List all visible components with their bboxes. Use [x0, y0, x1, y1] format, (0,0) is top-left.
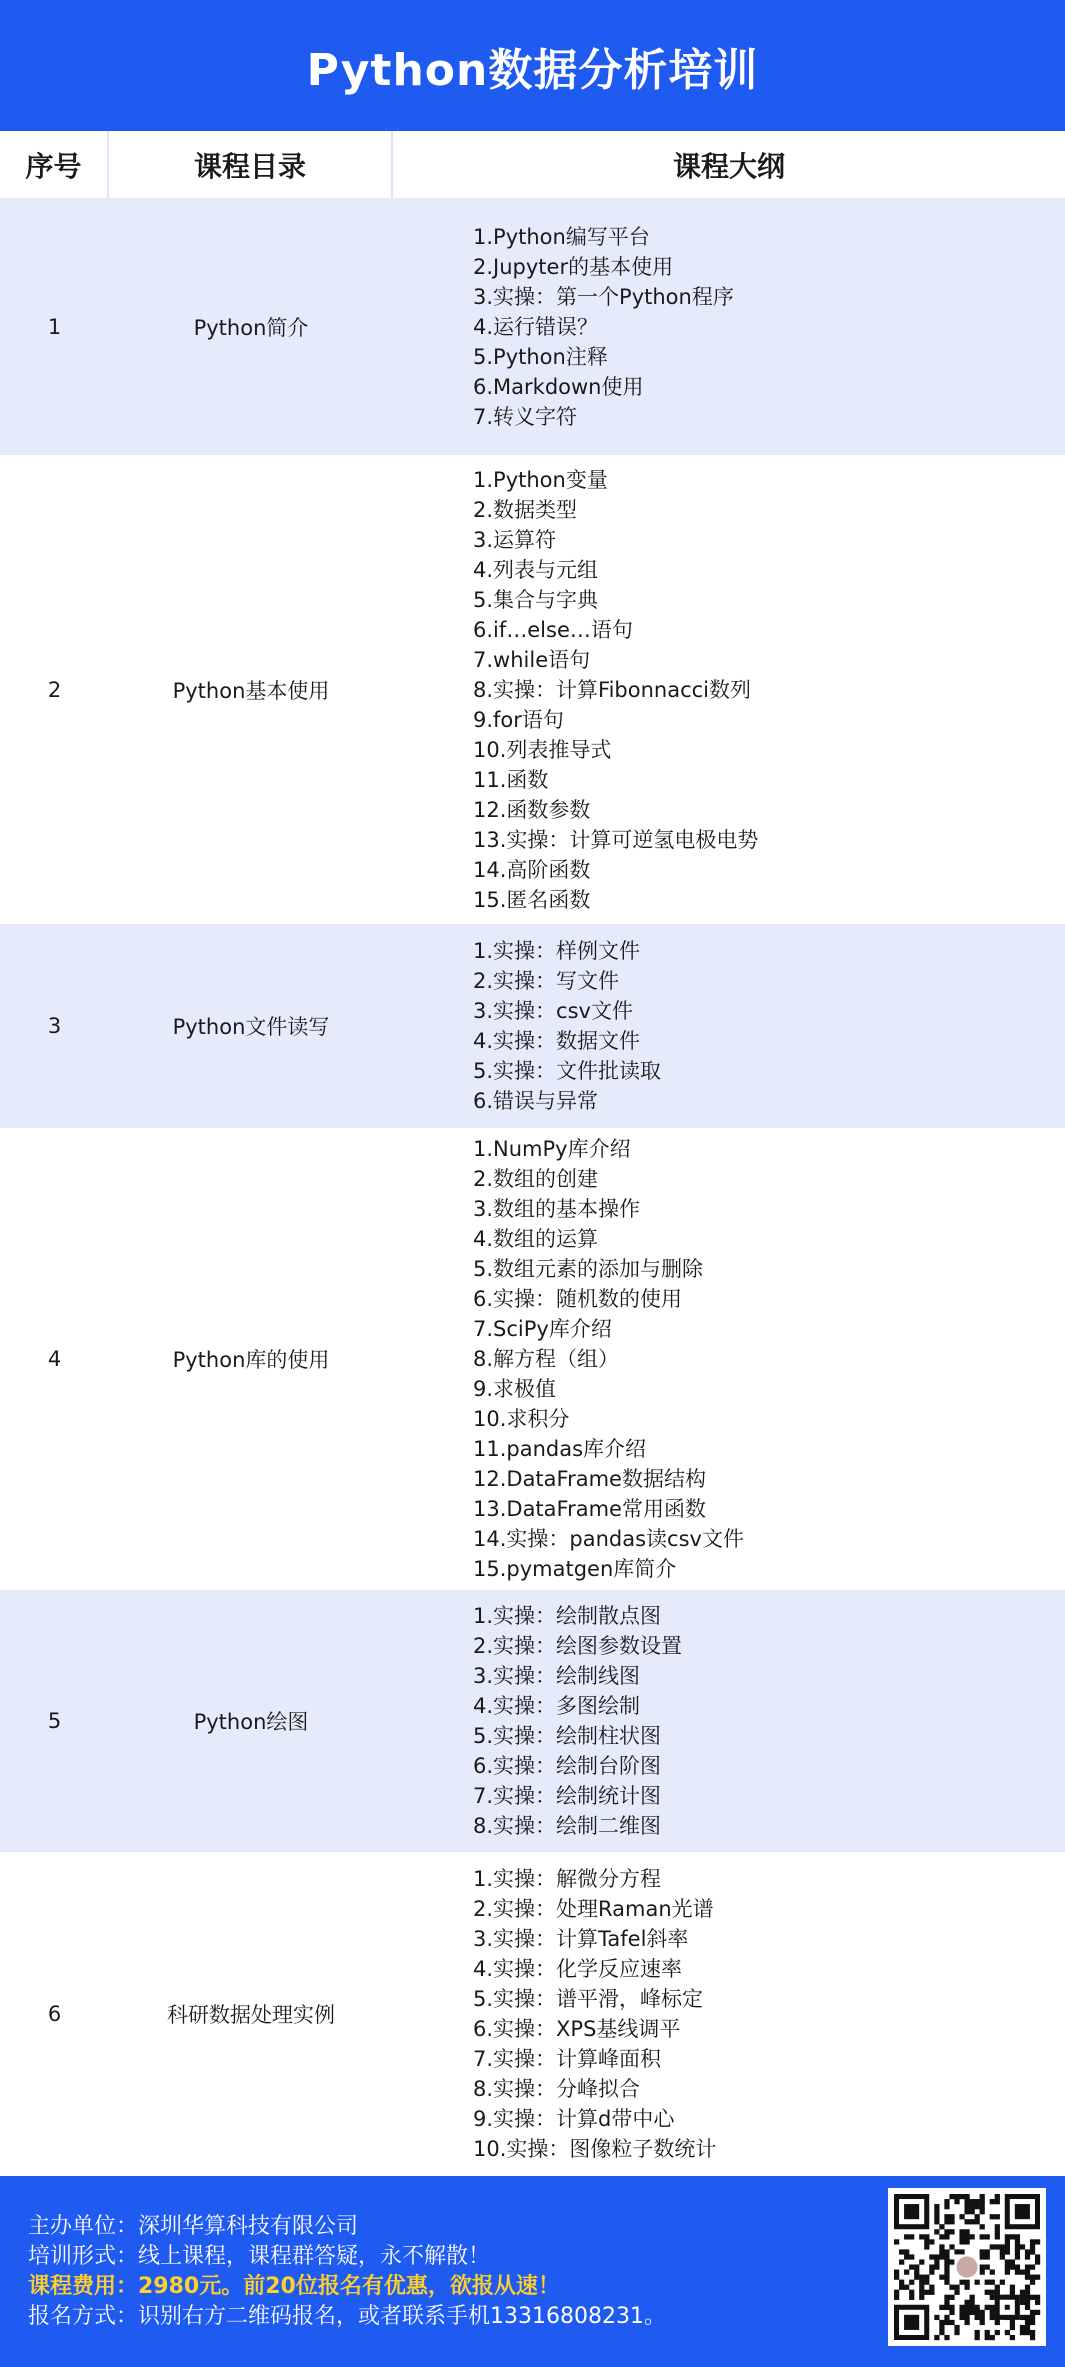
row-outline	[393, 198, 1065, 455]
outline-item: 10.求积分	[473, 1407, 570, 1431]
course-table-body	[0, 198, 1065, 2176]
outline-item: 2.Jupyter的基本使用	[473, 254, 674, 279]
outline-item: 3.实操：csv文件	[473, 999, 633, 1023]
row-outline	[393, 1128, 1065, 1590]
outline-item: 15.匿名函数	[473, 887, 591, 912]
outline-item: 3.实操：第一个Python程序	[473, 284, 734, 309]
outline-list	[473, 1134, 744, 1584]
footer-fee: 课程费用：2980元。前20位报名有优惠，欲报从速！	[28, 2274, 560, 2299]
outline-item: 1.Python变量	[473, 467, 608, 492]
outline-item: 5.数组元素的添加与删除	[473, 1257, 704, 1281]
outline-item: 3.数组的基本操作	[473, 1197, 641, 1221]
outline-item: 10.列表推导式	[473, 737, 612, 762]
row-outline	[393, 455, 1065, 924]
outline-item: 8.解方程（组）	[473, 1347, 620, 1371]
outline-item: 5.集合与字典	[473, 587, 599, 612]
table-row	[0, 924, 1065, 1128]
row-course-name: Python基本使用	[172, 678, 330, 703]
outline-list	[473, 222, 734, 432]
row-index: 4	[47, 1347, 62, 1371]
outline-item: 2.数组的创建	[473, 1167, 599, 1191]
row-course-name: Python绘图	[193, 1710, 309, 1734]
outline-item: 5.实操：文件批读取	[473, 1059, 662, 1083]
header-course: 课程目录	[109, 131, 393, 198]
outline-item: 3.实操：计算Tafel斜率	[473, 1927, 689, 1951]
outline-item: 7.SciPy库介绍	[473, 1317, 612, 1341]
outline-item: 7.while语句	[473, 647, 591, 672]
outline-item: 6.if…else…语句	[473, 617, 633, 642]
outline-item: 1.Python编写平台	[473, 224, 650, 249]
outline-item: 8.实操：绘制二维图	[473, 1814, 662, 1838]
row-index: 6	[47, 2002, 62, 2026]
outline-item: 8.实操：分峰拟合	[473, 2077, 641, 2101]
qr-code-icon[interactable]	[888, 2188, 1046, 2346]
outline-item: 13.实操：计算可逆氢电极电势	[473, 827, 759, 852]
outline-item: 14.实操：pandas读csv文件	[473, 1527, 744, 1551]
outline-item: 4.运行错误？	[473, 314, 599, 339]
outline-item: 7.转义字符	[473, 404, 578, 429]
outline-item: 9.求极值	[473, 1377, 557, 1401]
outline-item: 5.Python注释	[473, 344, 608, 369]
outline-item: 7.实操：绘制统计图	[473, 1784, 662, 1808]
table-header	[0, 131, 1065, 198]
outline-item: 13.DataFrame常用函数	[473, 1497, 706, 1521]
outline-item: 12.DataFrame数据结构	[473, 1467, 706, 1491]
row-course-name: 科研数据处理实例	[167, 2003, 335, 2027]
outline-item: 12.函数参数	[473, 797, 591, 822]
outline-item: 2.实操：处理Raman光谱	[473, 1897, 714, 1921]
row-index: 3	[47, 1014, 62, 1038]
table-row	[0, 1852, 1065, 2176]
outline-item: 1.实操：样例文件	[473, 939, 641, 963]
outline-item: 5.实操：谱平滑，峰标定	[473, 1987, 704, 2011]
outline-item: 8.实操：计算Fibonnacci数列	[473, 677, 752, 702]
avatar	[956, 2256, 977, 2277]
outline-item: 2.实操：绘图参数设置	[473, 1634, 683, 1658]
header-outline: 课程大纲	[672, 149, 785, 183]
footer-format: 培训形式：线上课程，课程群答疑，永不解散！	[28, 2244, 491, 2269]
row-outline	[393, 1590, 1065, 1852]
header-index: 序号	[0, 131, 109, 198]
table-row	[0, 1128, 1065, 1590]
outline-list	[473, 465, 758, 915]
outline-item: 4.实操：数据文件	[473, 1029, 641, 1053]
outline-item: 15.pymatgen库简介	[473, 1557, 677, 1581]
outline-item: 9.for语句	[473, 707, 564, 732]
row-course-name: Python库的使用	[172, 1348, 330, 1372]
outline-item: 1.实操：解微分方程	[473, 1867, 662, 1891]
outline-list	[473, 1601, 682, 1841]
outline-item: 6.实操：XPS基线调平	[473, 2017, 681, 2041]
row-course-name: Python文件读写	[172, 1015, 330, 1039]
outline-item: 2.实操：写文件	[473, 969, 620, 993]
outline-item: 5.实操：绘制柱状图	[473, 1724, 662, 1748]
table-row	[0, 198, 1065, 455]
table-row	[0, 455, 1065, 924]
outline-list	[473, 936, 661, 1116]
outline-item: 6.实操：绘制台阶图	[473, 1754, 662, 1778]
outline-item: 9.实操：计算d带中心	[473, 2107, 675, 2131]
outline-item: 6.错误与异常	[473, 1089, 599, 1113]
outline-item: 7.实操：计算峰面积	[473, 2047, 662, 2071]
outline-item: 1.实操：绘制散点图	[473, 1604, 662, 1628]
footer-info	[0, 2176, 1065, 2367]
footer-organizer: 主办单位：深圳华算科技有限公司	[28, 2214, 359, 2239]
footer-signup: 报名方式：识别右方二维码报名，或者联系手机13316808231。	[28, 2304, 666, 2329]
outline-item: 1.NumPy库介绍	[473, 1137, 631, 1161]
outline-item: 10.实操：图像粒子数统计	[473, 2137, 717, 2161]
row-index: 2	[47, 677, 62, 702]
outline-item: 4.列表与元组	[473, 557, 599, 582]
outline-item: 4.数组的运算	[473, 1227, 599, 1251]
outline-item: 14.高阶函数	[473, 857, 591, 882]
row-outline	[393, 924, 1065, 1128]
table-row	[0, 1590, 1065, 1852]
row-index: 5	[47, 1709, 62, 1733]
outline-item: 3.运算符	[473, 527, 557, 552]
outline-item: 4.实操：化学反应速率	[473, 1957, 683, 1981]
outline-item: 11.函数	[473, 767, 549, 792]
outline-item: 3.实操：绘制线图	[473, 1664, 641, 1688]
outline-item: 6.Markdown使用	[473, 374, 644, 399]
row-course-name: Python简介	[193, 315, 309, 340]
outline-item: 6.实操：随机数的使用	[473, 1287, 683, 1311]
outline-item: 2.数据类型	[473, 497, 578, 522]
row-outline	[393, 1852, 1065, 2176]
outline-item: 4.实操：多图绘制	[473, 1694, 641, 1718]
page-title: Python数据分析培训	[0, 0, 1065, 131]
outline-list	[473, 1864, 716, 2164]
outline-item: 11.pandas库介绍	[473, 1437, 647, 1461]
row-index: 1	[47, 314, 62, 339]
